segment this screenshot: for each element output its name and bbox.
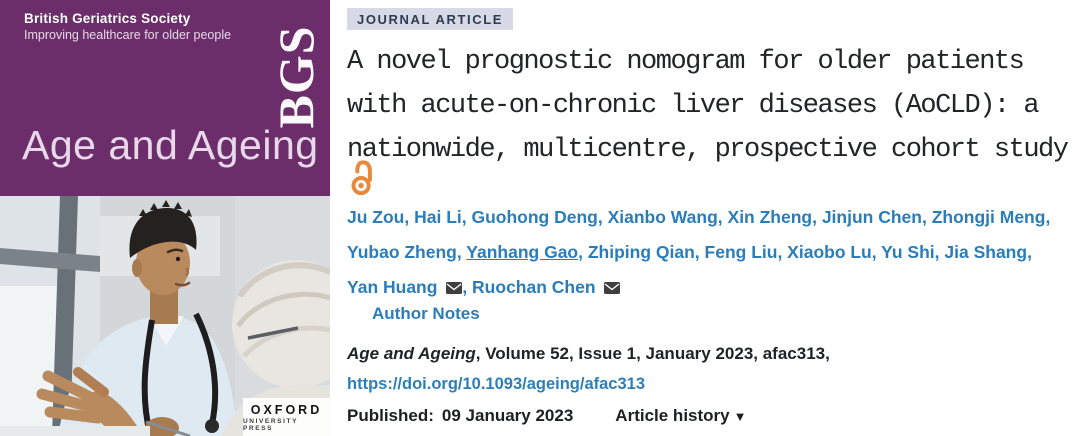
published-row [347, 406, 746, 426]
oup-subname: UNIVERSITY PRESS [243, 417, 298, 432]
published-date: 09 January 2023 [441, 406, 574, 425]
author-link[interactable]: Xiaobo Lu [787, 242, 872, 262]
article-history-toggle[interactable]: Article history ▼ [615, 406, 747, 425]
article-title-line: with acute-on-chronic liver diseases (AoCLD): a [347, 91, 1039, 121]
author-link[interactable]: Ju Zou [347, 207, 405, 227]
oup-publisher-box [243, 398, 330, 436]
article-title-line: nationwide, multicentre, prospective cohort study [347, 135, 1068, 165]
journal-title: Age and Ageing [22, 122, 319, 168]
author-link[interactable]: Yan Huang [347, 277, 438, 297]
author-notes-link[interactable]: Author Notes [372, 304, 480, 323]
bgs-logo: BGS [268, 25, 324, 129]
author-link[interactable]: Yubao Zheng [347, 242, 457, 262]
email-icon[interactable] [446, 282, 462, 294]
published-label: Published: [347, 406, 434, 425]
chevron-down-icon: ▼ [733, 409, 747, 424]
society-name: British Geriatrics Society [24, 11, 191, 26]
author-link[interactable]: Yanhang Gao [466, 242, 579, 262]
author-line: Yubao Zheng, Yanhang Gao, Zhiping Qian, Feng Liu, Xiaobo Lu, Yu Shi, Jia Shang, [347, 242, 1032, 262]
author-line: Ju Zou, Hai Li, Guohong Deng, Xianbo Wang, Xin Zheng, Jinjun Chen, Zhongji Meng, [347, 207, 1051, 227]
author-link[interactable]: Zhiping Qian [587, 242, 695, 262]
author-lines [347, 200, 1080, 305]
author-link[interactable]: Yu Shi [881, 242, 935, 262]
society-tagline: Improving healthcare for older people [24, 28, 232, 42]
journal-cover-image[interactable] [0, 0, 330, 436]
author-link[interactable]: Xin Zheng [727, 207, 813, 227]
email-icon[interactable] [604, 282, 620, 294]
doi-link[interactable]: https://doi.org/10.1093/ageing/afac313 [347, 375, 646, 393]
citation-journal-name: Age and Ageing [347, 344, 476, 363]
author-line: Yan Huang , Ruochan Chen [347, 270, 1080, 305]
author-link[interactable]: Hai Li [414, 207, 462, 227]
cover-purple-panel [0, 0, 330, 196]
author-link[interactable]: Jia Shang [944, 242, 1028, 262]
article-title [347, 40, 1080, 172]
article-header [347, 0, 1080, 436]
oup-name: OXFORD [250, 402, 323, 417]
author-link[interactable]: Xianbo Wang [607, 207, 718, 227]
author-link[interactable]: Ruochan Chen [472, 277, 596, 297]
article-type-badge: JOURNAL ARTICLE [347, 8, 513, 30]
citation-line [347, 344, 830, 364]
citation-rest: , Volume 52, Issue 1, January 2023, afac313, [475, 344, 830, 363]
author-link[interactable]: Guohong Deng [471, 207, 598, 227]
article-title-line: A novel prognostic nomogram for older patients [347, 47, 1024, 77]
open-access-icon[interactable] [349, 160, 376, 196]
author-link[interactable]: Feng Liu [704, 242, 778, 262]
author-link[interactable]: Zhongji Meng [931, 207, 1046, 227]
author-link[interactable]: Jinjun Chen [821, 207, 922, 227]
